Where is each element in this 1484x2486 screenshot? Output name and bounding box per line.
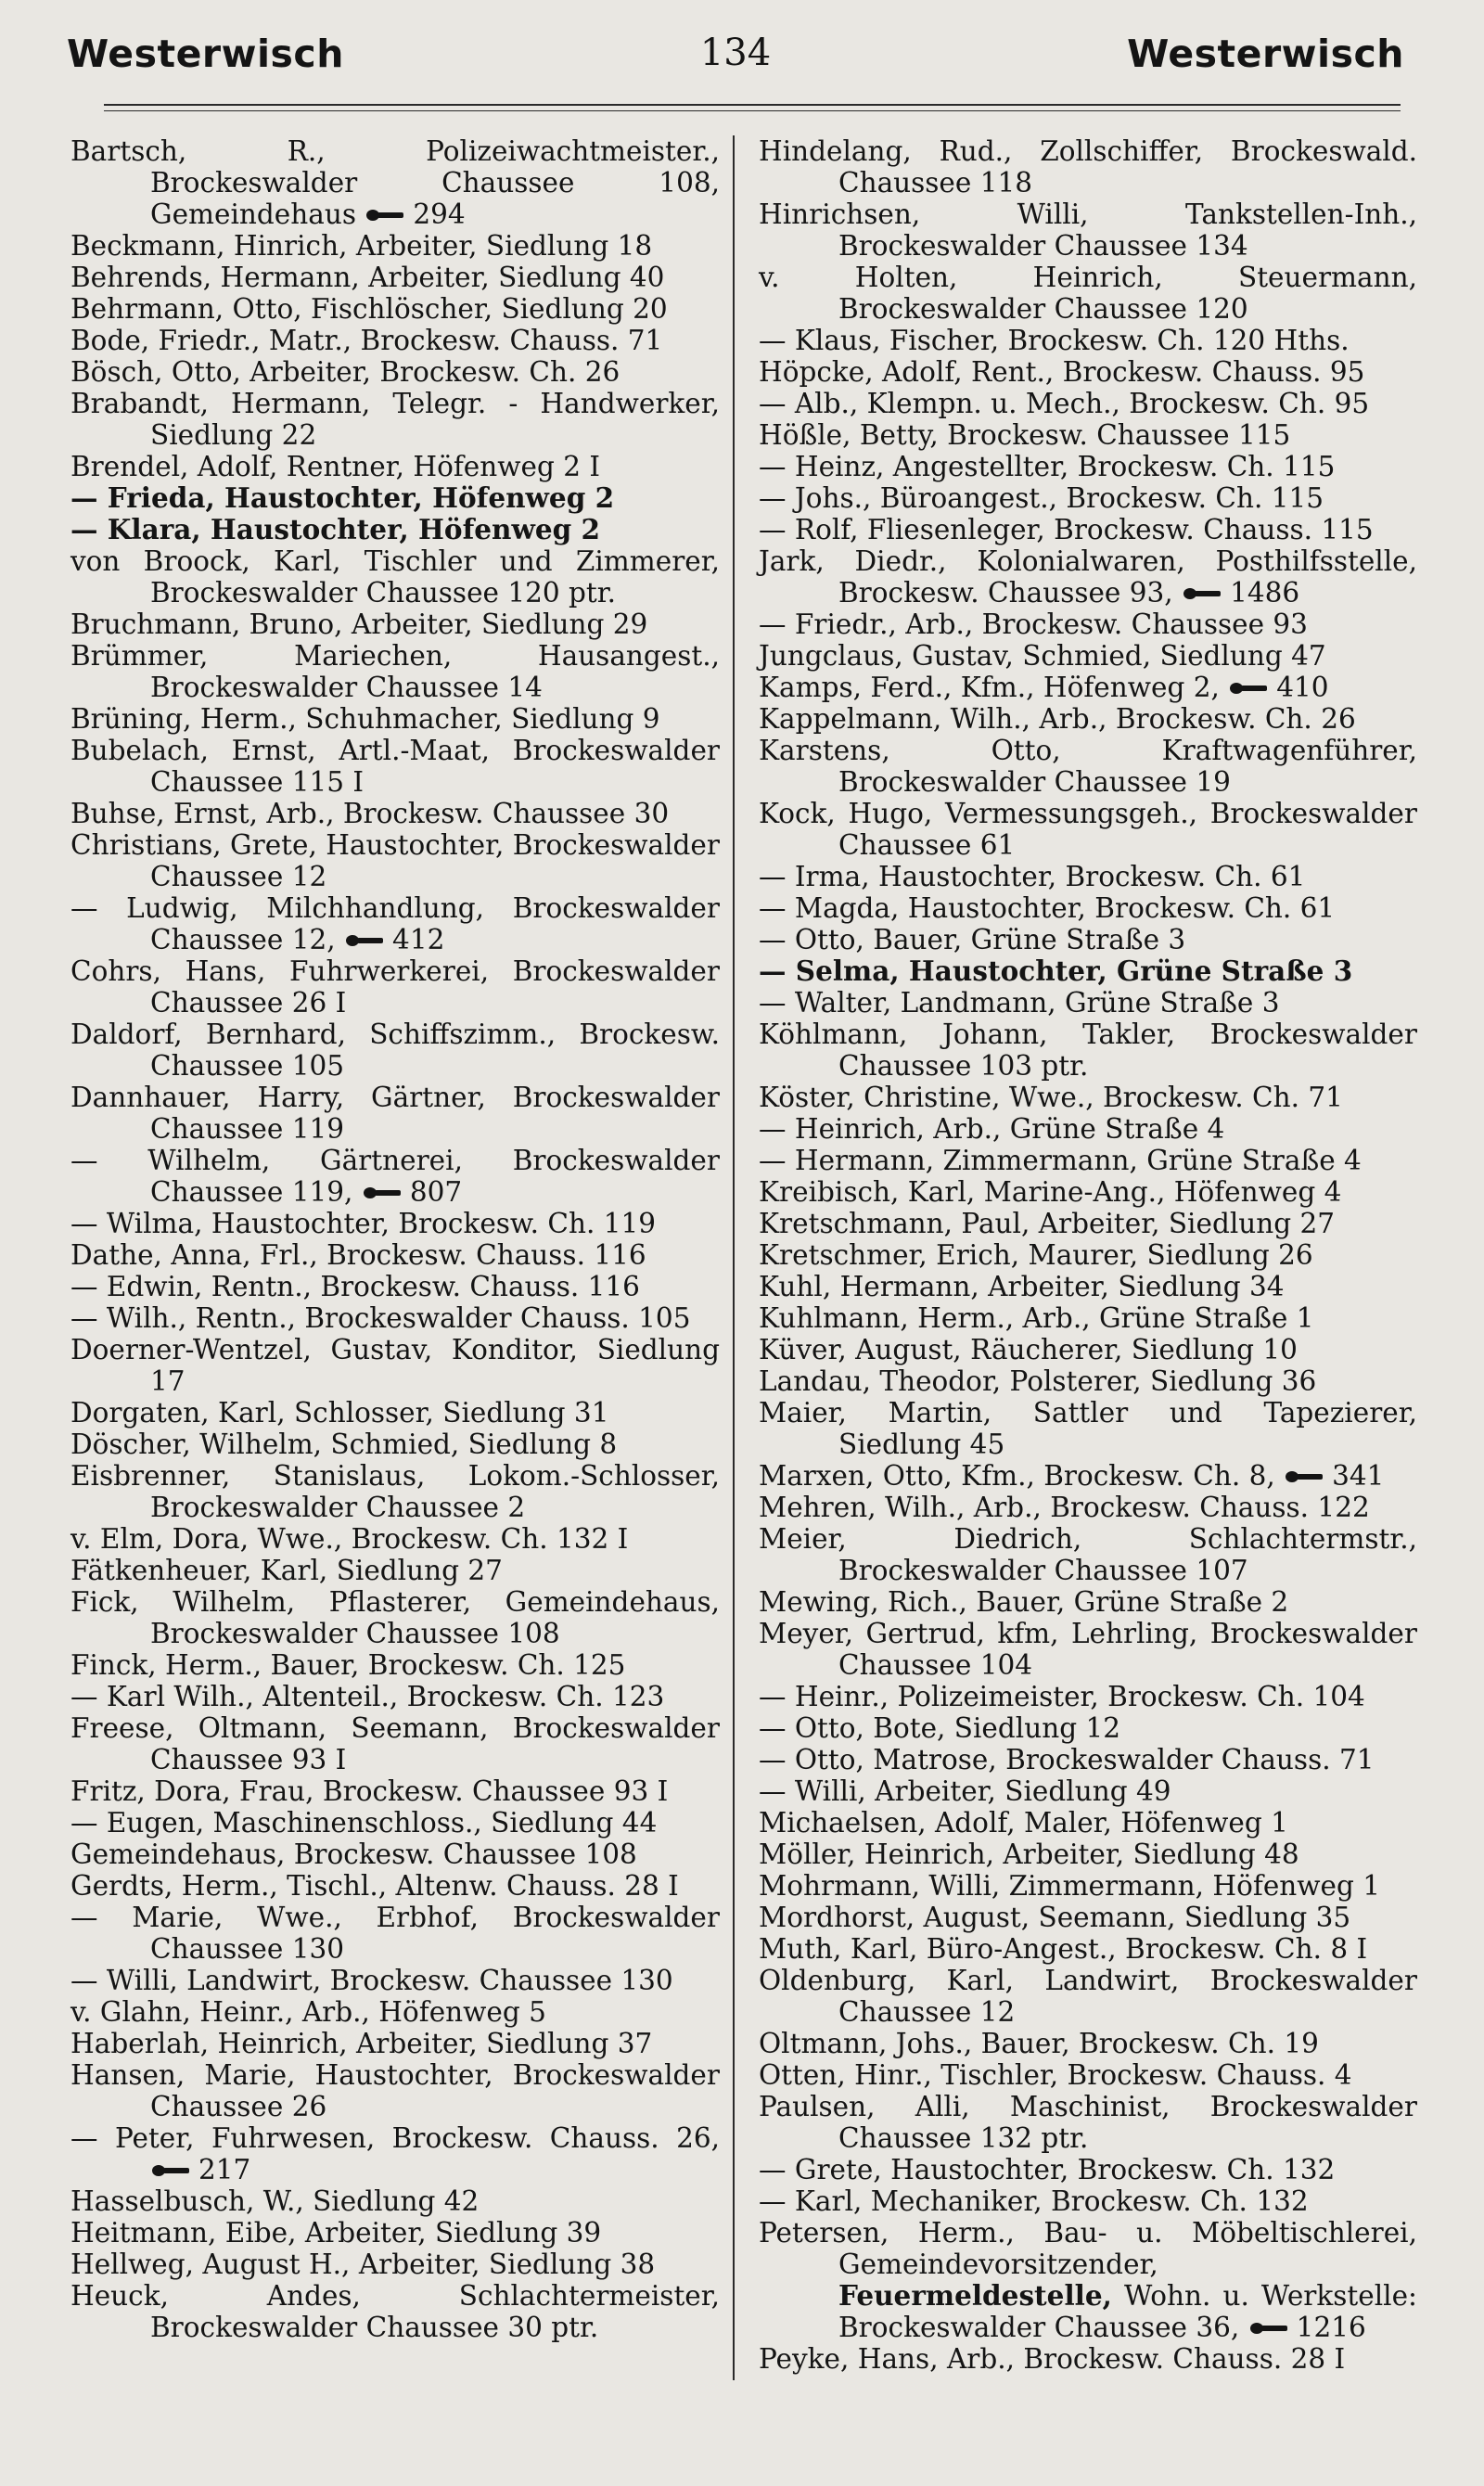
directory-entry — [759, 1271, 1417, 1302]
entry-text: Peyke, Hans, Arb., Brockesw. Chauss. 28 I — [759, 2343, 1346, 2375]
directory-entry — [759, 672, 1417, 703]
entry-text: Kreibisch, Karl, Marine-Ang., Höfenweg 4 — [759, 1176, 1342, 1208]
directory-entry — [70, 1870, 720, 1902]
directory-entry — [759, 1902, 1417, 1933]
directory-entry — [759, 325, 1417, 356]
directory-entry — [759, 356, 1417, 388]
entry-text: Kamps, Ferd., Kfm., Höfenweg 2, — [759, 672, 1220, 703]
directory-entry — [70, 1902, 720, 1965]
directory-entry — [759, 1460, 1417, 1492]
entry-text: Michaelsen, Adolf, Maler, Höfenweg 1 — [759, 1807, 1288, 1839]
entry-text: Eisbrenner, Stanislaus, Lokom.-Schlosser, Brockeswalder Chaussee 2 — [70, 1460, 720, 1523]
phone-number-group — [356, 199, 466, 230]
phone-number: 341 — [1332, 1460, 1385, 1492]
entry-text: Köster, Christine, Wwe., Brockesw. Ch. 71 — [759, 1082, 1343, 1113]
entry-text: Kuhl, Hermann, Arbeiter, Siedlung 34 — [759, 1271, 1285, 1302]
entry-text: Dathe, Anna, Frl., Brockesw. Chauss. 116 — [70, 1239, 646, 1271]
entry-text: Heitmann, Eibe, Arbeiter, Siedlung 39 — [70, 2217, 602, 2249]
directory-entry — [70, 293, 720, 325]
directory-entry — [70, 1775, 720, 1807]
entry-text: — Heinrich, Arb., Grüne Straße 4 — [759, 1113, 1225, 1145]
entry-text: Brendel, Adolf, Rentner, Höfenweg 2 I — [70, 451, 601, 482]
entry-text: — Marie, Wwe., Erbhof, Brockeswalder Chaussee 130 — [70, 1902, 720, 1965]
directory-entry — [70, 262, 720, 293]
directory-entry — [70, 1429, 720, 1460]
entry-text: Hansen, Marie, Haustochter, Brockeswalder Chaussee 26 — [70, 2059, 720, 2122]
directory-entry — [70, 703, 720, 735]
directory-entry — [70, 892, 720, 955]
entry-text: Maier, Martin, Sattler und Tapezierer, Siedlung 45 — [759, 1397, 1417, 1460]
directory-entry — [70, 640, 720, 703]
directory-entry — [759, 451, 1417, 482]
entry-text: Bösch, Otto, Arbeiter, Brockesw. Ch. 26 — [70, 356, 620, 388]
entry-text: Dannhauer, Harry, Gärtner, Brockeswalder Chaussee 119 — [70, 1082, 720, 1145]
entry-text: Petersen, Herm., Bau- u. Möbeltischlerei, Gemeindevorsitzender, — [759, 2217, 1417, 2280]
entry-text: Dorgaten, Karl, Schlosser, Siedlung 31 — [70, 1397, 609, 1429]
telephone-icon — [366, 209, 407, 222]
directory-entry — [759, 419, 1417, 451]
entry-text: v. Holten, Heinrich, Steuermann, Brockeswalder Chaussee 120 — [759, 262, 1417, 325]
entry-text: — Karl, Mechaniker, Brockesw. Ch. 132 — [759, 2185, 1309, 2217]
entry-text: — Peter, Fuhrwesen, Brockesw. Chauss. 26, — [70, 2122, 720, 2154]
directory-entry — [759, 514, 1417, 545]
directory-entry — [70, 1649, 720, 1681]
directory-entry — [70, 2185, 720, 2217]
entry-text: — Selma, Haustochter, Grüne Straße 3 — [759, 955, 1353, 987]
phone-number: 217 — [198, 2154, 251, 2185]
directory-entry — [70, 1712, 720, 1775]
directory-entry — [70, 829, 720, 892]
phone-number: 412 — [392, 924, 445, 955]
phone-number-group — [352, 1176, 462, 1208]
directory-entry — [759, 2059, 1417, 2091]
entry-text: Höpcke, Adolf, Rent., Brockesw. Chauss. 95 — [759, 356, 1365, 388]
directory-entry — [70, 1397, 720, 1429]
directory-entry — [70, 1082, 720, 1145]
entry-text: — Otto, Matrose, Brockeswalder Chauss. 71 — [759, 1744, 1375, 1775]
telephone-icon — [1286, 1470, 1326, 1483]
header-rule-thin — [104, 110, 1401, 111]
entry-text: Finck, Herm., Bauer, Brockesw. Ch. 125 — [70, 1649, 626, 1681]
entry-text: — Heinr., Polizeimeister, Brockesw. Ch. 104 — [759, 1681, 1365, 1712]
directory-entry — [759, 924, 1417, 955]
entry-text: Möller, Heinrich, Arbeiter, Siedlung 48 — [759, 1839, 1299, 1870]
directory-entry — [70, 545, 720, 609]
directory-entry — [759, 1775, 1417, 1807]
entry-text: Doerner-Wentzel, Gustav, Konditor, Siedlung 17 — [70, 1334, 720, 1397]
directory-entry — [759, 1176, 1417, 1208]
directory-entry — [70, 514, 720, 545]
entry-text: Cohrs, Hans, Fuhrwerkerei, Brockeswalder Chaussee 26 I — [70, 955, 720, 1019]
entry-text: — Wilhelm, Gärtnerei, Brockeswalder Chaussee 119, — [70, 1145, 720, 1208]
directory-entry — [70, 1271, 720, 1302]
directory-entry — [759, 609, 1417, 640]
directory-entry — [759, 1618, 1417, 1681]
directory-entry — [70, 1996, 720, 2028]
page-header — [67, 32, 1404, 87]
entry-text: — Eugen, Maschinenschloss., Siedlung 44 — [70, 1807, 658, 1839]
entry-text: Döscher, Wilhelm, Schmied, Siedlung 8 — [70, 1429, 618, 1460]
entry-text: Bartsch, R., Polizeiwachtmeister., Brockeswalder Chaussee 108, Gemeindehaus — [70, 135, 720, 230]
directory-entry — [759, 1397, 1417, 1460]
phone-number: 1486 — [1230, 577, 1300, 609]
directory-entry — [759, 1365, 1417, 1397]
directory-entry — [759, 987, 1417, 1019]
directory-entry — [759, 199, 1417, 262]
directory-entry — [759, 1334, 1417, 1365]
entry-text: — Klara, Haustochter, Höfenweg 2 — [70, 513, 601, 545]
directory-entry — [759, 892, 1417, 924]
directory-entry — [759, 1145, 1417, 1176]
directory-entry — [70, 135, 720, 230]
phone-number-group — [1173, 577, 1299, 609]
directory-entry — [70, 2059, 720, 2122]
entry-text: Bode, Friedr., Matr., Brockesw. Chauss. 71 — [70, 325, 663, 356]
directory-entry — [70, 798, 720, 829]
directory-entry — [70, 955, 720, 1019]
entry-text: Otten, Hinr., Tischler, Brockesw. Chauss. 4 — [759, 2059, 1352, 2091]
phone-number-group — [1239, 2312, 1365, 2343]
directory-entry — [759, 2091, 1417, 2154]
header-right-place: Westerwisch — [1127, 32, 1404, 76]
column-divider — [733, 135, 735, 2380]
directory-entry — [759, 735, 1417, 798]
directory-entry — [70, 1145, 720, 1208]
entry-text: Muth, Karl, Büro-Angest., Brockesw. Ch. 8 I — [759, 1933, 1368, 1965]
entry-text: Buhse, Ernst, Arb., Brockesw. Chaussee 30 — [70, 798, 670, 829]
directory-entry — [70, 1681, 720, 1712]
directory-entry — [759, 1870, 1417, 1902]
directory-entry — [759, 1933, 1417, 1965]
directory-entry — [70, 1965, 720, 1996]
directory-entry — [70, 1460, 720, 1523]
entry-text: Bruchmann, Bruno, Arbeiter, Siedlung 29 — [70, 609, 648, 640]
entry-text: Köhlmann, Johann, Takler, Brockeswalder Chaussee 103 ptr. — [759, 1019, 1417, 1082]
telephone-icon — [346, 934, 387, 947]
entry-text: Hellweg, August H., Arbeiter, Siedlung 38 — [70, 2249, 656, 2280]
entry-text: Landau, Theodor, Polsterer, Siedlung 36 — [759, 1365, 1317, 1397]
entry-text: Behrmann, Otto, Fischlöscher, Siedlung 20 — [70, 293, 668, 325]
entry-text: v. Elm, Dora, Wwe., Brockesw. Ch. 132 I — [70, 1523, 629, 1555]
entry-text: — Otto, Bauer, Grüne Straße 3 — [759, 924, 1186, 955]
directory-entry — [759, 955, 1417, 987]
entry-text: Kuhlmann, Herm., Arb., Grüne Straße 1 — [759, 1302, 1314, 1334]
entry-text: Kretschmer, Erich, Maurer, Siedlung 26 — [759, 1239, 1313, 1271]
header-rule — [104, 104, 1401, 106]
directory-entry — [759, 1492, 1417, 1523]
entry-text: Jark, Diedr., Kolonialwaren, Posthilfsstelle, Brockesw. Chaussee 93, — [759, 545, 1417, 609]
entry-text-cont: Wohn. u. Werkstelle: Brockeswalder Chaussee 36, — [838, 2280, 1417, 2343]
entry-text: Küver, August, Räucherer, Siedlung 10 — [759, 1334, 1298, 1365]
directory-entry — [70, 2122, 720, 2185]
entry-text: Heuck, Andes, Schlachtermeister, Brockeswalder Chaussee 30 ptr. — [70, 2280, 720, 2343]
directory-entry — [70, 1807, 720, 1839]
entry-text: Fick, Wilhelm, Pflasterer, Gemeindehaus, Brockeswalder Chaussee 108 — [70, 1586, 720, 1649]
phone-number-group — [150, 2154, 250, 2185]
directory-entry — [759, 2185, 1417, 2217]
entry-text: Mehren, Wilh., Arb., Brockesw. Chauss. 122 — [759, 1492, 1370, 1523]
directory-entry — [70, 2249, 720, 2280]
directory-entry — [759, 1208, 1417, 1239]
entry-text: Brabandt, Hermann, Telegr. - Handwerker, Siedlung 22 — [70, 388, 720, 451]
entry-text: — Friedr., Arb., Brockesw. Chaussee 93 — [759, 609, 1308, 640]
directory-entry — [759, 1744, 1417, 1775]
entry-text: Oltmann, Johs., Bauer, Brockesw. Ch. 19 — [759, 2028, 1319, 2059]
entry-text: Brüning, Herm., Schuhmacher, Siedlung 9 — [70, 703, 660, 735]
entry-text: — Wilh., Rentn., Brockeswalder Chauss. 105 — [70, 1302, 691, 1334]
entry-text: Meier, Diedrich, Schlachtermstr., Brockeswalder Chaussee 107 — [759, 1523, 1417, 1586]
directory-entry — [759, 1712, 1417, 1744]
entry-text: Marxen, Otto, Kfm., Brockesw. Ch. 8, — [759, 1460, 1275, 1492]
directory-entry — [759, 703, 1417, 735]
entry-text: — Otto, Bote, Siedlung 12 — [759, 1712, 1121, 1744]
entry-text: von Broock, Karl, Tischler und Zimmerer, Brockeswalder Chaussee 120 ptr. — [70, 545, 720, 609]
directory-entry — [759, 1586, 1417, 1618]
directory-entry — [759, 1302, 1417, 1334]
entry-text: — Rolf, Fliesenleger, Brockesw. Chauss. 115 — [759, 514, 1374, 545]
directory-entry — [70, 1302, 720, 1334]
entry-text: — Hermann, Zimmermann, Grüne Straße 4 — [759, 1145, 1362, 1176]
directory-entry — [759, 1113, 1417, 1145]
entry-text: Hößle, Betty, Brockesw. Chaussee 115 — [759, 419, 1291, 451]
telephone-icon — [1230, 682, 1271, 695]
entry-text: Mordhorst, August, Seemann, Siedlung 35 — [759, 1902, 1351, 1933]
directory-entry — [759, 2154, 1417, 2185]
directory-entry — [759, 1523, 1417, 1586]
directory-entry — [70, 388, 720, 451]
directory-entry — [759, 861, 1417, 892]
entry-text: Mewing, Rich., Bauer, Grüne Straße 2 — [759, 1586, 1289, 1618]
entry-text: Behrends, Hermann, Arbeiter, Siedlung 40 — [70, 262, 665, 293]
phone-number-group — [336, 924, 445, 955]
entry-text: — Willi, Arbeiter, Siedlung 49 — [759, 1775, 1171, 1807]
entry-text: Fätkenheuer, Karl, Siedlung 27 — [70, 1555, 503, 1586]
directory-entry — [70, 735, 720, 798]
directory-entry — [759, 388, 1417, 419]
page-number: 134 — [699, 32, 772, 74]
entry-text: — Alb., Klempn. u. Mech., Brockesw. Ch. 95 — [759, 388, 1370, 419]
telephone-icon — [364, 1186, 404, 1199]
directory-entry — [759, 1082, 1417, 1113]
directory-entry — [70, 1019, 720, 1082]
directory-entry — [759, 262, 1417, 325]
entry-text: Gemeindehaus, Brockesw. Chaussee 108 — [70, 1839, 637, 1870]
entry-text: Brümmer, Mariechen, Hausangest., Brockeswalder Chaussee 14 — [70, 640, 720, 703]
entry-text: — Walter, Landmann, Grüne Straße 3 — [759, 987, 1280, 1019]
directory-entry — [70, 1586, 720, 1649]
entry-text: — Irma, Haustochter, Brockesw. Ch. 61 — [759, 861, 1306, 892]
directory-entry — [70, 1208, 720, 1239]
entry-text: Mohrmann, Willi, Zimmermann, Höfenweg 1 — [759, 1870, 1381, 1902]
entry-text: Christians, Grete, Haustochter, Brockeswalder Chaussee 12 — [70, 829, 720, 892]
directory-entry — [70, 2280, 720, 2343]
phone-number: 1216 — [1296, 2312, 1366, 2343]
directory-entry — [759, 545, 1417, 609]
entry-text: Beckmann, Hinrich, Arbeiter, Siedlung 18 — [70, 230, 653, 262]
directory-entry — [70, 1839, 720, 1870]
entry-text: Meyer, Gertrud, kfm, Lehrling, Brockeswalder Chaussee 104 — [759, 1618, 1417, 1681]
entry-text: — Heinz, Angestellter, Brockesw. Ch. 115 — [759, 451, 1336, 482]
directory-entry — [70, 356, 720, 388]
entry-text: Daldorf, Bernhard, Schiffszimm., Brockesw. Chaussee 105 — [70, 1019, 720, 1082]
entry-text: Haberlah, Heinrich, Arbeiter, Siedlung 37 — [70, 2028, 653, 2059]
directory-entry — [70, 609, 720, 640]
phone-number: 410 — [1276, 672, 1329, 703]
entry-text: Kretschmann, Paul, Arbeiter, Siedlung 27 — [759, 1208, 1336, 1239]
entry-text: — Frieda, Haustochter, Höfenweg 2 — [70, 481, 615, 514]
entry-text: Hinrichsen, Willi, Tankstellen-Inh., Brockeswalder Chaussee 134 — [759, 199, 1417, 262]
telephone-icon — [152, 2164, 193, 2177]
directory-entry — [70, 230, 720, 262]
phone-number-group — [1220, 672, 1329, 703]
directory-entry — [70, 325, 720, 356]
telephone-icon — [1250, 2322, 1291, 2335]
directory-entry — [759, 1239, 1417, 1271]
entry-text: Fritz, Dora, Frau, Brockesw. Chaussee 93 I — [70, 1775, 669, 1807]
entry-bold-text: Feuermeldestelle, — [838, 2279, 1112, 2312]
right-column — [759, 135, 1417, 2384]
directory-entry — [70, 451, 720, 482]
entry-text: Paulsen, Alli, Maschinist, Brockeswalder Chaussee 132 ptr. — [759, 2091, 1417, 2154]
entry-text: Bubelach, Ernst, Artl.-Maat, Brockeswalder Chaussee 115 I — [70, 735, 720, 798]
directory-entry — [70, 1523, 720, 1555]
entry-text: Hindelang, Rud., Zollschiffer, Brockeswald. Chaussee 118 — [759, 135, 1417, 199]
directory-entry — [759, 1019, 1417, 1082]
directory-entry — [759, 135, 1417, 199]
entry-text: Karstens, Otto, Kraftwagenführer, Brockeswalder Chaussee 19 — [759, 735, 1417, 798]
entry-text: — Wilma, Haustochter, Brockesw. Ch. 119 — [70, 1208, 657, 1239]
phone-number: 807 — [409, 1176, 463, 1208]
entry-text: — Karl Wilh., Altenteil., Brockesw. Ch. 123 — [70, 1681, 665, 1712]
entry-text: — Klaus, Fischer, Brockesw. Ch. 120 Hths. — [759, 325, 1350, 356]
telephone-icon — [1183, 587, 1224, 600]
left-column — [70, 135, 720, 2384]
entry-text: Oldenburg, Karl, Landwirt, Brockeswalder Chaussee 12 — [759, 1965, 1417, 2028]
directory-entry — [759, 1681, 1417, 1712]
directory-entry — [759, 1807, 1417, 1839]
directory-entry — [759, 798, 1417, 861]
directory-entry — [759, 640, 1417, 672]
entry-text: — Edwin, Rentn., Brockesw. Chauss. 116 — [70, 1271, 640, 1302]
directory-entry — [759, 2343, 1417, 2375]
directory-entry — [70, 2217, 720, 2249]
phone-number: 294 — [413, 199, 466, 230]
header-left-place: Westerwisch — [67, 32, 344, 76]
entry-text: Freese, Oltmann, Seemann, Brockeswalder Chaussee 93 I — [70, 1712, 720, 1775]
entry-text: — Ludwig, Milchhandlung, Brockeswalder Chaussee 12, — [70, 892, 720, 955]
entry-text: Kock, Hugo, Vermessungsgeh., Brockeswalder Chaussee 61 — [759, 798, 1417, 861]
entry-text: Kappelmann, Wilh., Arb., Brockesw. Ch. 26 — [759, 703, 1356, 735]
entry-text: Jungclaus, Gustav, Schmied, Siedlung 47 — [759, 640, 1326, 672]
entry-text: — Willi, Landwirt, Brockesw. Chaussee 130 — [70, 1965, 673, 1996]
entry-text: — Johs., Büroangest., Brockesw. Ch. 115 — [759, 482, 1324, 514]
directory-entry — [759, 482, 1417, 514]
entry-text: Gerdts, Herm., Tischl., Altenw. Chauss. 28 I — [70, 1870, 679, 1902]
directory-entry — [759, 2028, 1417, 2059]
directory-entry — [70, 2028, 720, 2059]
entry-text: — Grete, Haustochter, Brockesw. Ch. 132 — [759, 2154, 1336, 2185]
entry-text: — Magda, Haustochter, Brockesw. Ch. 61 — [759, 892, 1336, 924]
directory-entry — [759, 2217, 1417, 2343]
entry-text: v. Glahn, Heinr., Arb., Höfenweg 5 — [70, 1996, 546, 2028]
entry-text: Hasselbusch, W., Siedlung 42 — [70, 2185, 480, 2217]
directory-entry — [759, 1839, 1417, 1870]
directory-entry — [70, 1239, 720, 1271]
directory-entry — [70, 1555, 720, 1586]
directory-entry — [70, 482, 720, 514]
phone-number-group — [1275, 1460, 1385, 1492]
directory-entry — [759, 1965, 1417, 2028]
directory-entry — [70, 1334, 720, 1397]
